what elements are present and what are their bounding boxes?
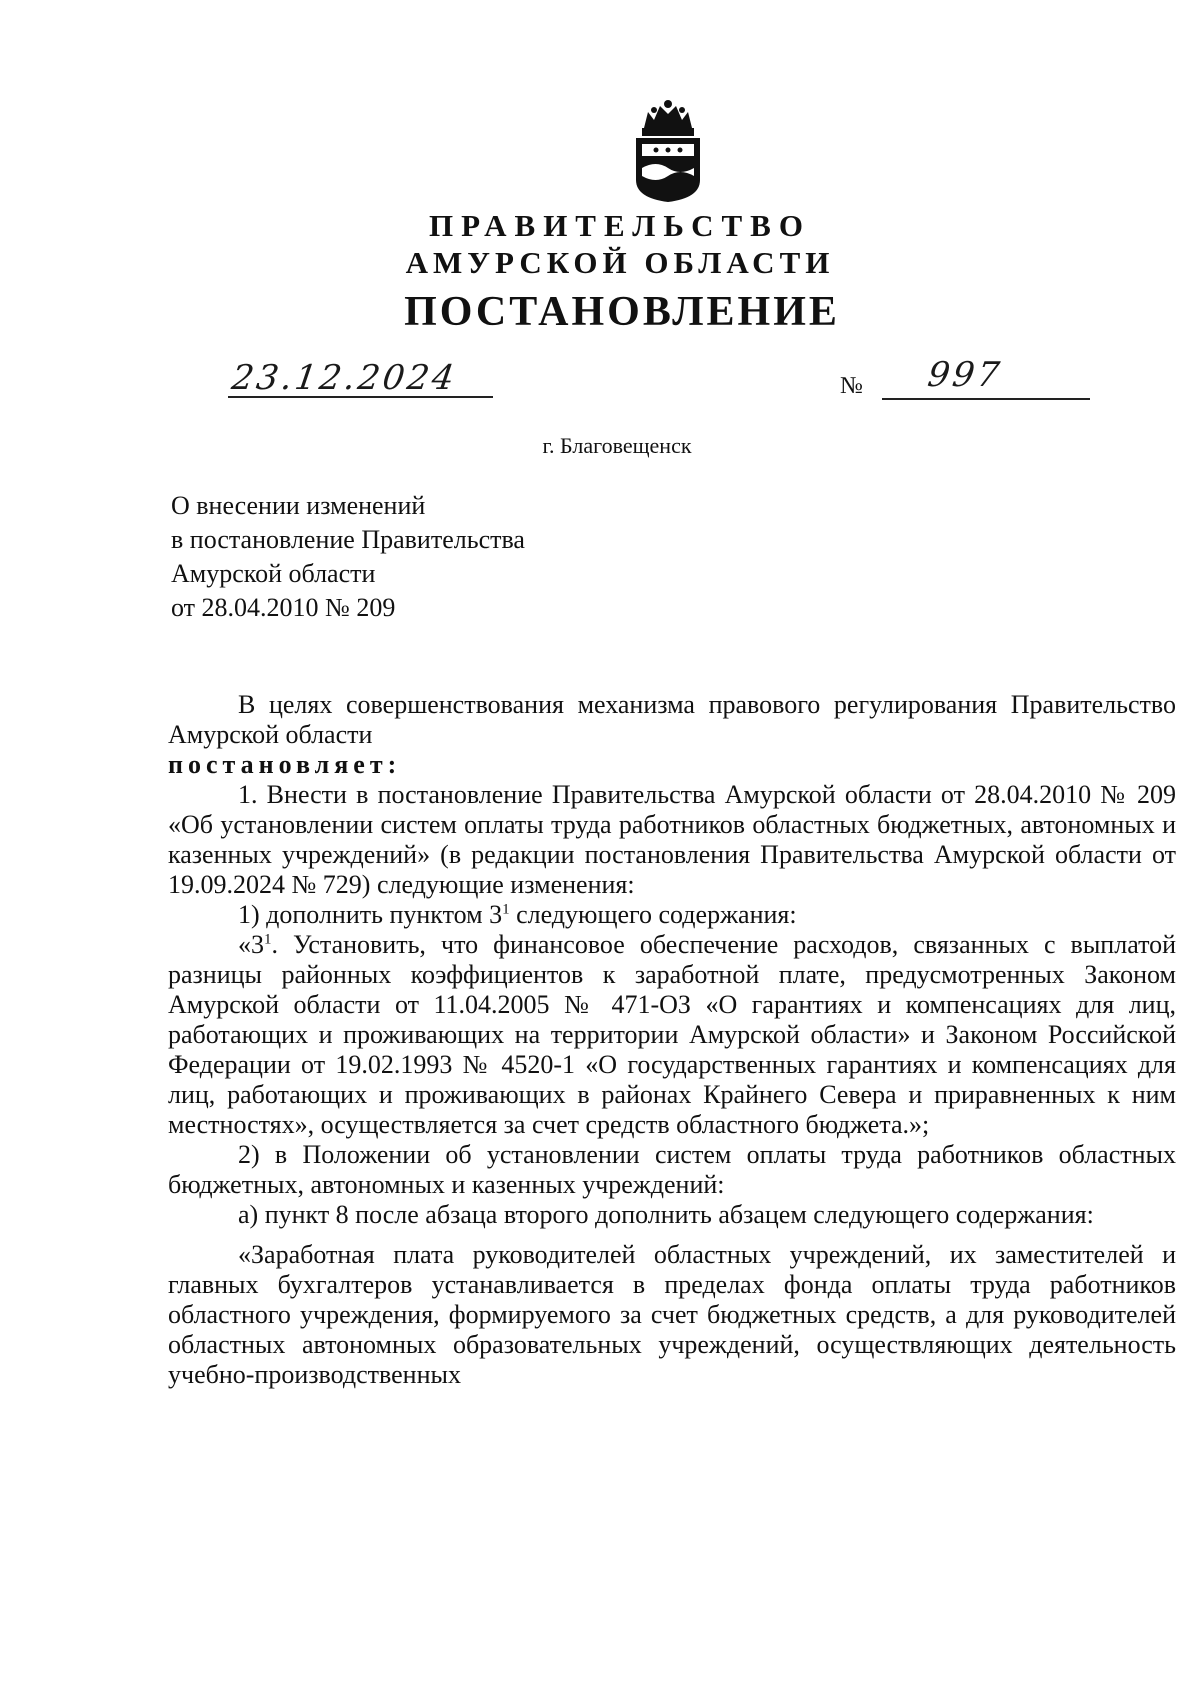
item-1-2-a: а) пункт 8 после абзаца второго дополнить абзацем следующего содержания: [238,1200,1094,1229]
resolves-word: постановляет: [168,750,402,779]
preamble: В целях совершенствования механизма правового регулирования Правительство Амурской области [168,690,1176,749]
document-number: 997 [925,355,1005,395]
document-subject [171,489,525,625]
document-date: 23.12.2024 [229,358,460,398]
item-1-2: 2) в Положении об установлении систем оплаты труда работников областных бюджетных, автономных и казенных учреждений: [168,1140,1176,1199]
number-label: № [840,373,863,399]
subject-line: от 28.04.2010 № 209 [171,593,396,622]
quote-salary: «Заработная плата руководителей областных учреждений, их заместителей и главных бухгалтеров устанавливается в пределах фонда оплаты труда работников областного учреждения, формируемого за счет бюджетных средств, а для руководителей областных автономных образовательных учреждений, осуществляющих деятельность учебно-производственных [168,1240,1176,1389]
coat-of-arms-icon [630,98,706,203]
number-underline [882,398,1090,400]
subject-line: в постановление Правительства [171,525,525,554]
document-body [168,690,1176,1390]
date-underline [228,396,493,398]
subject-line: Амурской области [171,559,376,588]
city: г. Благовещенск [542,433,692,458]
item-1-1: 1) дополнить пунктом $3^1$ следующего содержания: [238,900,797,929]
document-type: ПОСТАНОВЛЕНИЕ [404,289,840,335]
quote-point-3-1: «$3^1$. Установить, что финансовое обеспечение расходов, связанных с выплатой разницы районных коэффициентов к заработной плате, предусмотренных Законом Амурской области от 11.04.2005 № 471-ОЗ «О гарантиях и компенсациях для лиц, работающих и проживающих на территории Амурской области» и Законом Российской Федерации от 19.02.1993 № 4520-1 «О государственных гарантиях и компенсациях для лиц, работающих и проживающих в районах Крайнего Севера и приравненных к ним местностях», осуществляется за счет средств областного бюджета.»; [168,930,1176,1139]
organization-title: ПРАВИТЕЛЬСТВО [429,208,811,243]
item-1: 1. Внести в постановление Правительства Амурской области от 28.04.2010 № 209 «Об установлении систем оплаты труда работников областных бюджетных, автономных и казенных учреждений» (в редакции постановления Правительства Амурской области от 19.09.2024 № 729) следующие изменения: [168,780,1176,899]
organization-region: АМУРСКОЙ ОБЛАСТИ [405,245,835,280]
subject-line: О внесении изменений [171,491,426,520]
